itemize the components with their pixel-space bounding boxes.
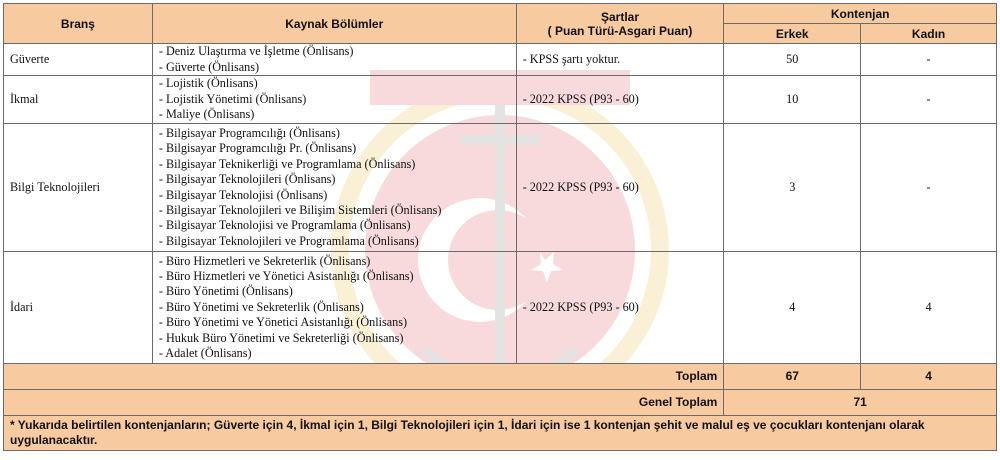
kaynak-item: - Maliye (Önlisans) <box>158 107 255 122</box>
brans-cell: Güverte <box>4 44 153 76</box>
kaynak-item: - Bilgisayar Teknolojisi (Önlisans) <box>158 187 328 202</box>
kaynak-cell <box>152 76 516 124</box>
sart-cell: - 2022 KPSS (P93 - 60) <box>516 124 724 252</box>
sart-cell: - KPSS şartı yoktur. <box>516 44 724 76</box>
brans-cell: İkmal <box>4 76 153 124</box>
header-kadin: Kadın <box>861 24 997 44</box>
genel-toplam-row <box>4 390 997 416</box>
toplam-kadin: 4 <box>861 364 997 390</box>
kaynak-cell <box>152 44 516 76</box>
erkek-cell: 50 <box>724 44 861 76</box>
brans-cell: İdari <box>4 252 153 364</box>
note-row <box>4 416 997 451</box>
table-row <box>4 252 997 364</box>
header-sartlar <box>516 4 724 44</box>
kaynak-item: - Büro Yönetimi (Önlisans) <box>158 284 293 299</box>
header-sartlar-title: Şartlar <box>601 9 640 24</box>
table-row <box>4 76 997 124</box>
toplam-row <box>4 364 997 390</box>
kaynak-item: - Deniz Ulaştırma ve İşletme (Önlisans) <box>158 44 354 59</box>
erkek-cell: 3 <box>724 124 861 252</box>
kaynak-cell <box>152 252 516 364</box>
table-row <box>4 124 997 252</box>
kadin-cell: - <box>861 44 997 76</box>
kaynak-item: - Bilgisayar Teknolojileri ve Bilişim Sistemleri (Önlisans) <box>158 202 442 217</box>
kaynak-item: - Bilgisayar Programcılığı Pr. (Önlisans) <box>158 141 357 156</box>
kaynak-cell <box>152 124 516 252</box>
kaynak-item: - Bilgisayar Teknolojileri ve Programlama (Önlisans) <box>158 233 419 248</box>
kaynak-item: - Hukuk Büro Yönetimi ve Sekreterliği (Önlisans) <box>158 330 404 345</box>
header-kaynak-bolumler: Kaynak Bölümler <box>152 4 516 44</box>
kaynak-item: - Adalet (Önlisans) <box>158 346 252 361</box>
toplam-label: Toplam <box>4 364 724 390</box>
toplam-erkek: 67 <box>724 364 861 390</box>
kaynak-item: - Lojistik Yönetimi (Önlisans) <box>158 91 307 106</box>
erkek-cell: 4 <box>724 252 861 364</box>
kaynak-item: - Bilgisayar Teknolojisi ve Programlama (Önlisans) <box>158 218 411 233</box>
kaynak-item: - Büro Yönetimi ve Yönetici Asistanlığı (Önlisans) <box>158 315 408 330</box>
kontenjan-table <box>3 3 997 451</box>
kaynak-item: - Güverte (Önlisans) <box>158 59 260 74</box>
kaynak-item: - Büro Hizmetleri ve Sekreterlik (Önlisans) <box>158 253 371 268</box>
sart-cell: - 2022 KPSS (P93 - 60) <box>516 76 724 124</box>
kaynak-item: - Büro Yönetimi ve Sekreterlik (Önlisans) <box>158 299 364 314</box>
table-row <box>4 44 997 76</box>
header-brans: Branş <box>4 4 153 44</box>
header-kontenjan: Kontenjan <box>724 4 997 24</box>
header-sartlar-subtitle: ( Puan Türü-Asgari Puan) <box>547 23 693 38</box>
genel-toplam-value: 71 <box>724 390 997 416</box>
kaynak-item: - Büro Hizmetleri ve Yönetici Asistanlığı (Önlisans) <box>158 268 414 283</box>
kaynak-item: - Lojistik (Önlisans) <box>158 76 258 91</box>
kadin-cell: - <box>861 124 997 252</box>
kaynak-item: - Bilgisayar Teknikerliği ve Programlama (Önlisans) <box>158 156 416 171</box>
erkek-cell: 10 <box>724 76 861 124</box>
kadin-cell: 4 <box>861 252 997 364</box>
brans-cell: Bilgi Teknolojileri <box>4 124 153 252</box>
footnote: * Yukarıda belirtilen kontenjanların; Güverte için 4, İkmal için 1, Bilgi Teknolojileri için 1, İdari için ise 1 kontenjan şehit ve malul eş ve çocukları kontenjanı olarak uygulanacaktır. <box>4 416 997 451</box>
kadin-cell: - <box>861 76 997 124</box>
header-erkek: Erkek <box>724 24 861 44</box>
genel-toplam-label: Genel Toplam <box>4 390 724 416</box>
sart-cell: - 2022 KPSS (P93 - 60) <box>516 252 724 364</box>
kaynak-item: - Bilgisayar Teknolojileri (Önlisans) <box>158 172 336 187</box>
kaynak-item: - Bilgisayar Programcılığı (Önlisans) <box>158 125 340 140</box>
